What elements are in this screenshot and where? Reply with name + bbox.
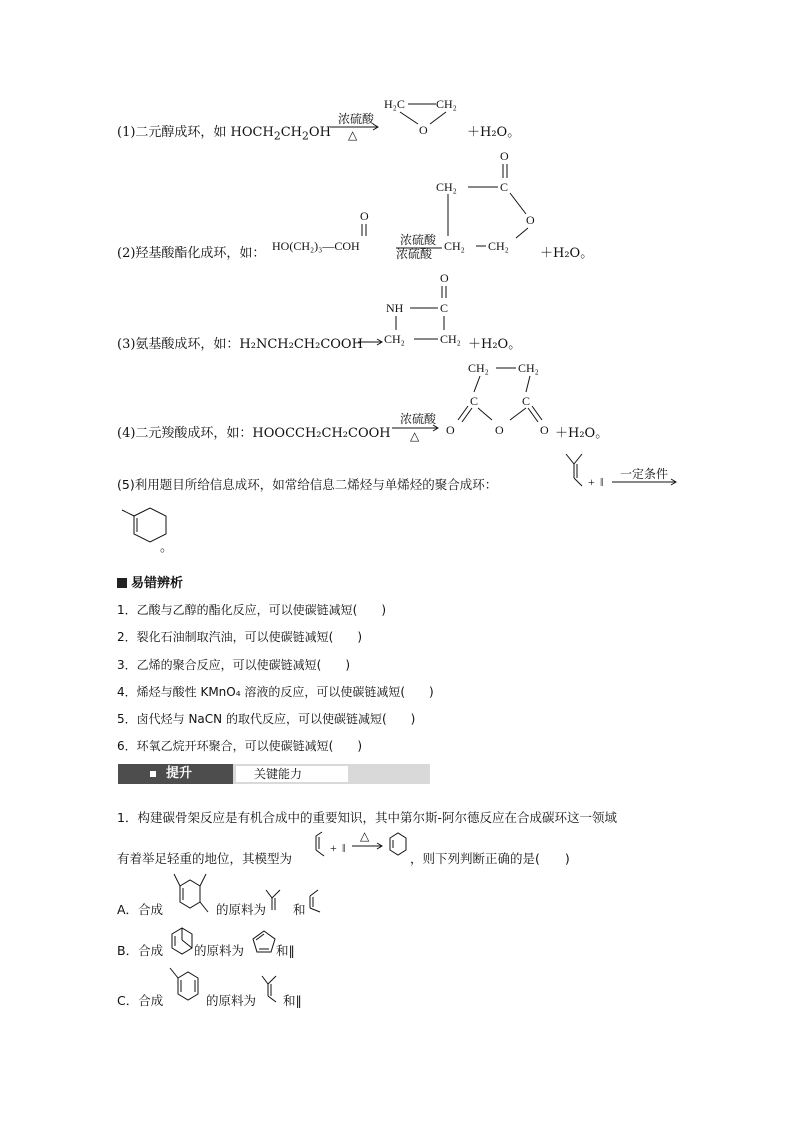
r4-c1: C: [470, 394, 479, 408]
r3-ch2b: CH₂: [440, 332, 461, 346]
r1-end: OH: [308, 125, 331, 140]
error-item-4: 4．烯烃与酸性 KMnO₄ 溶液的反应，可以使碳链减短( ): [117, 685, 434, 699]
r4-arrow: [392, 412, 442, 444]
r4-o1: O: [446, 423, 455, 437]
r4-c2: C: [522, 394, 531, 408]
option-b-mid: 的原料为: [194, 943, 245, 958]
r5-plus: +: [588, 475, 595, 489]
option-b-target: [166, 926, 196, 958]
r2-reactant-formula: HO(CH₂)₃—COH: [272, 239, 360, 253]
option-c-target: [166, 964, 210, 1010]
section-tab-dark: [118, 764, 233, 784]
r4-anhydride: [444, 358, 564, 440]
question-line2b: ，则下列判断正确的是( ): [410, 851, 570, 866]
r4-ch2a: CH₂: [468, 361, 489, 375]
r2-lactone: [436, 148, 546, 258]
q-plus: +: [330, 841, 337, 855]
r5-end: 。: [160, 540, 174, 555]
r2-prefix: (2)羟基酸酯化成环，如：: [117, 246, 266, 261]
r3-nh: NH: [386, 301, 404, 315]
option-b-label[interactable]: B．合成: [117, 943, 164, 958]
error-item-1: 1．乙酸与乙醇的酯化反应，可以使碳链减短( ): [117, 603, 386, 617]
error-icon: [117, 578, 127, 588]
error-item-2: 2．裂化石油制取汽油，可以使碳链减短( ): [117, 630, 362, 644]
option-c-and: 和‖: [283, 993, 302, 1008]
option-a-label[interactable]: A．合成: [117, 902, 164, 917]
r3-c: C: [440, 301, 449, 315]
option-c-diene: [258, 972, 284, 1006]
r2-o-ring: O: [526, 213, 535, 227]
r3-prefix: (3)氨基酸成环，如：H₂NCH₂CH₂COOH: [117, 337, 363, 352]
r4-o3: O: [540, 423, 549, 437]
option-c-label[interactable]: C．合成: [117, 993, 164, 1008]
r2-cond-top: 浓硫酸: [400, 233, 437, 247]
r2-cond-bot: 浓硫酸: [396, 247, 433, 261]
q-ethene: ‖: [342, 841, 346, 855]
errors-header: [117, 572, 183, 591]
r3-water: ＋H₂O。: [468, 337, 522, 352]
r4-ch2b: CH₂: [518, 361, 539, 375]
option-c-mid: 的原料为: [206, 993, 257, 1008]
section-tab-light: 关键能力: [236, 766, 348, 782]
r1-ch2: CH₂: [436, 97, 457, 111]
error-item-3: 3．乙烯的聚合反应，可以使碳链减短( ): [117, 658, 350, 672]
r4-cond: 浓硫酸: [400, 412, 437, 426]
r4-water: ＋H₂O。: [555, 426, 609, 441]
r3-ch2a: CH₂: [384, 332, 405, 346]
error-item-6: 6．环氧乙烷开环聚合，可以使碳链减短( ): [117, 739, 362, 753]
question-line2a: 有着举足轻重的地位，其模型为: [117, 851, 293, 866]
q-model: [312, 830, 412, 864]
r3-o: O: [440, 271, 449, 285]
r5-ethene: ‖: [600, 475, 604, 489]
option-a-diene: [262, 886, 292, 916]
r1-sub2: 2: [302, 129, 309, 143]
r2-ch2c: CH₂: [488, 239, 509, 253]
r5-cond: 一定条件: [620, 467, 669, 481]
r2-c: C: [500, 180, 509, 194]
option-a-diene-2: [306, 886, 330, 916]
errors-title: 易错辨析: [131, 576, 184, 591]
r5-diene: [560, 452, 680, 492]
section-bar: [118, 764, 430, 784]
r1-o: O: [419, 123, 428, 137]
error-item-5: 5．卤代烃与 NaCN 的取代反应，可以使碳链减短( ): [117, 712, 416, 726]
r2-water: ＋H₂O。: [540, 246, 594, 261]
r4-o2: O: [495, 423, 504, 437]
r1-tri: △: [348, 128, 358, 142]
section-tab-dark-label: 提升: [166, 766, 193, 781]
option-b-cyclopentadiene: [250, 928, 278, 956]
r1-mid: CH: [280, 125, 303, 140]
r2-o-top: O: [500, 149, 509, 163]
option-a-and: 和: [293, 902, 306, 917]
r2-ch2b: CH₂: [444, 239, 465, 253]
option-b-and: 和‖: [276, 943, 295, 958]
r1-water: ＋H₂O。: [467, 125, 521, 140]
q-tri: △: [360, 829, 370, 843]
question-line1: 1．构建碳骨架反应是有机合成中的重要知识，其中第尔斯-阿尔德反应在合成碳环这一领域: [117, 810, 617, 825]
r2-o-carbonyl: O: [360, 209, 369, 223]
r5-text: (5)利用题目所给信息成环，如常给信息二烯烃与单烯烃的聚合成环：: [117, 477, 498, 492]
r4-tri: △: [410, 429, 420, 443]
option-a-mid: 的原料为: [216, 902, 267, 917]
r1-h2c: H₂C: [384, 97, 405, 111]
r2-reactant: [272, 206, 402, 256]
option-a-target: [166, 872, 216, 920]
r2-ch2a: CH₂: [436, 180, 457, 194]
r1-cond: 浓硫酸: [338, 112, 375, 126]
r1-epoxide: [380, 90, 470, 140]
r1-sub: 2: [273, 129, 281, 143]
r1-prefix: (1)二元醇成环，如 HOCH: [117, 125, 274, 140]
r1-arrow: [330, 112, 380, 142]
ring-rule-1: [117, 121, 331, 143]
r4-prefix: (4)二元羧酸成环，如：HOOCCH₂CH₂COOH: [117, 426, 391, 441]
